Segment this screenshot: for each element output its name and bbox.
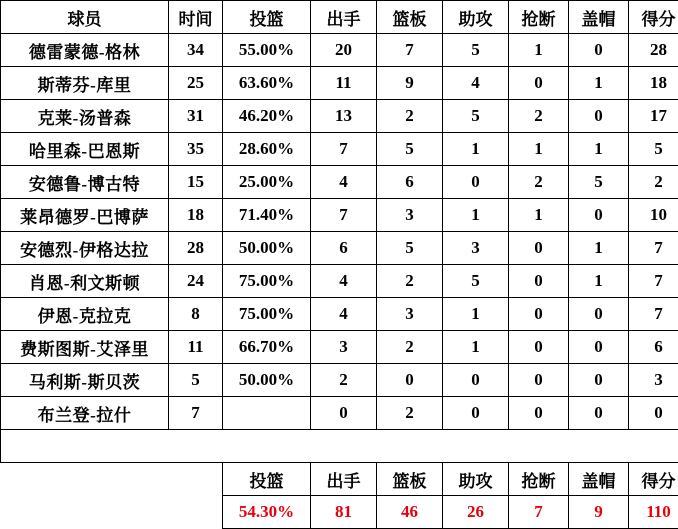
player-points: 6 xyxy=(629,331,678,364)
player-assists: 5 xyxy=(443,100,509,133)
column-header-blocks: 盖帽 xyxy=(569,1,629,34)
player-rebounds: 0 xyxy=(377,364,443,397)
player-assists: 3 xyxy=(443,232,509,265)
table-row xyxy=(1,265,678,298)
table-row xyxy=(1,364,678,397)
player-fg-percent: 75.00% xyxy=(223,265,311,298)
player-attempts: 20 xyxy=(311,34,377,67)
totals-value-rebounds: 46 xyxy=(377,496,443,529)
table-row xyxy=(1,199,678,232)
player-minutes: 5 xyxy=(169,364,223,397)
totals-header-steals: 抢断 xyxy=(509,463,569,496)
player-steals: 0 xyxy=(509,331,569,364)
player-fg-percent: 50.00% xyxy=(223,232,311,265)
player-fg-percent: 66.70% xyxy=(223,331,311,364)
player-name: 布兰登-拉什 xyxy=(1,397,169,430)
player-minutes: 34 xyxy=(169,34,223,67)
player-steals: 0 xyxy=(509,397,569,430)
player-rebounds: 9 xyxy=(377,67,443,100)
totals-header-points: 得分 xyxy=(629,463,678,496)
player-points: 7 xyxy=(629,265,678,298)
column-header-points: 得分 xyxy=(629,1,678,34)
player-name: 肖恩-利文斯顿 xyxy=(1,265,169,298)
player-minutes: 35 xyxy=(169,133,223,166)
player-name: 安德鲁-博古特 xyxy=(1,166,169,199)
column-header-minutes: 时间 xyxy=(169,1,223,34)
player-steals: 1 xyxy=(509,133,569,166)
player-steals: 0 xyxy=(509,232,569,265)
player-rebounds: 2 xyxy=(377,331,443,364)
player-minutes: 11 xyxy=(169,331,223,364)
player-points: 7 xyxy=(629,298,678,331)
table-header-row xyxy=(1,1,678,34)
totals-spacer-minutes xyxy=(169,463,223,496)
player-assists: 0 xyxy=(443,364,509,397)
player-blocks: 0 xyxy=(569,34,629,67)
player-steals: 1 xyxy=(509,34,569,67)
totals-values-row xyxy=(1,496,678,529)
player-minutes: 31 xyxy=(169,100,223,133)
player-fg-percent: 28.60% xyxy=(223,133,311,166)
table-row xyxy=(1,331,678,364)
player-points: 5 xyxy=(629,133,678,166)
player-rebounds: 2 xyxy=(377,265,443,298)
player-attempts: 7 xyxy=(311,199,377,232)
player-minutes: 18 xyxy=(169,199,223,232)
totals-value-attempts: 81 xyxy=(311,496,377,529)
column-header-fg-percent: 投篮 xyxy=(223,1,311,34)
table-row xyxy=(1,34,678,67)
player-attempts: 6 xyxy=(311,232,377,265)
player-blocks: 1 xyxy=(569,265,629,298)
player-minutes: 28 xyxy=(169,232,223,265)
player-name: 莱昂德罗-巴博萨 xyxy=(1,199,169,232)
player-steals: 2 xyxy=(509,166,569,199)
player-name: 德雷蒙德-格林 xyxy=(1,34,169,67)
player-name: 哈里森-巴恩斯 xyxy=(1,133,169,166)
player-points: 18 xyxy=(629,67,678,100)
player-rebounds: 6 xyxy=(377,166,443,199)
player-points: 2 xyxy=(629,166,678,199)
table-row xyxy=(1,166,678,199)
player-blocks: 0 xyxy=(569,331,629,364)
totals-value-spacer-player xyxy=(1,496,169,529)
player-attempts: 2 xyxy=(311,364,377,397)
player-points: 10 xyxy=(629,199,678,232)
player-rebounds: 7 xyxy=(377,34,443,67)
player-assists: 1 xyxy=(443,298,509,331)
column-header-steals: 抢断 xyxy=(509,1,569,34)
totals-header-fg-percent: 投篮 xyxy=(223,463,311,496)
player-rebounds: 2 xyxy=(377,397,443,430)
player-minutes: 8 xyxy=(169,298,223,331)
player-blocks: 0 xyxy=(569,397,629,430)
player-rebounds: 3 xyxy=(377,298,443,331)
player-fg-percent: 46.20% xyxy=(223,100,311,133)
player-steals: 2 xyxy=(509,100,569,133)
player-steals: 0 xyxy=(509,67,569,100)
player-assists: 1 xyxy=(443,199,509,232)
player-name: 克莱-汤普森 xyxy=(1,100,169,133)
player-minutes: 24 xyxy=(169,265,223,298)
player-attempts: 3 xyxy=(311,331,377,364)
player-blocks: 0 xyxy=(569,364,629,397)
totals-header-blocks: 盖帽 xyxy=(569,463,629,496)
column-header-rebounds: 篮板 xyxy=(377,1,443,34)
player-blocks: 1 xyxy=(569,133,629,166)
player-name: 费斯图斯-艾泽里 xyxy=(1,331,169,364)
player-blocks: 0 xyxy=(569,199,629,232)
player-fg-percent: 25.00% xyxy=(223,166,311,199)
player-attempts: 11 xyxy=(311,67,377,100)
totals-header-attempts: 出手 xyxy=(311,463,377,496)
totals-header-rebounds: 篮板 xyxy=(377,463,443,496)
player-fg-percent: 50.00% xyxy=(223,364,311,397)
player-minutes: 25 xyxy=(169,67,223,100)
player-attempts: 4 xyxy=(311,265,377,298)
table-row xyxy=(1,397,678,430)
table-row xyxy=(1,133,678,166)
player-blocks: 1 xyxy=(569,67,629,100)
player-steals: 0 xyxy=(509,364,569,397)
player-fg-percent: 71.40% xyxy=(223,199,311,232)
column-header-player: 球员 xyxy=(1,1,169,34)
player-points: 7 xyxy=(629,232,678,265)
player-minutes: 15 xyxy=(169,166,223,199)
player-fg-percent: 75.00% xyxy=(223,298,311,331)
player-points: 0 xyxy=(629,397,678,430)
player-steals: 0 xyxy=(509,265,569,298)
player-blocks: 5 xyxy=(569,166,629,199)
player-assists: 5 xyxy=(443,265,509,298)
totals-value-steals: 7 xyxy=(509,496,569,529)
player-attempts: 0 xyxy=(311,397,377,430)
player-assists: 1 xyxy=(443,133,509,166)
player-points: 28 xyxy=(629,34,678,67)
player-rebounds: 2 xyxy=(377,100,443,133)
player-minutes: 7 xyxy=(169,397,223,430)
player-blocks: 0 xyxy=(569,298,629,331)
table-row xyxy=(1,298,678,331)
column-header-attempts: 出手 xyxy=(311,1,377,34)
table-row xyxy=(1,232,678,265)
player-blocks: 0 xyxy=(569,100,629,133)
player-assists: 1 xyxy=(443,331,509,364)
totals-value-assists: 26 xyxy=(443,496,509,529)
totals-value-points: 110 xyxy=(629,496,678,529)
table-row xyxy=(1,67,678,100)
separator-cell xyxy=(1,430,678,463)
player-rebounds: 5 xyxy=(377,232,443,265)
player-blocks: 1 xyxy=(569,232,629,265)
player-points: 3 xyxy=(629,364,678,397)
totals-header-assists: 助攻 xyxy=(443,463,509,496)
player-points: 17 xyxy=(629,100,678,133)
player-fg-percent: 63.60% xyxy=(223,67,311,100)
player-rebounds: 5 xyxy=(377,133,443,166)
totals-value-blocks: 9 xyxy=(569,496,629,529)
player-assists: 0 xyxy=(443,166,509,199)
player-fg-percent: 55.00% xyxy=(223,34,311,67)
player-rebounds: 3 xyxy=(377,199,443,232)
player-name: 伊恩-克拉克 xyxy=(1,298,169,331)
table-row xyxy=(1,100,678,133)
player-name: 安德烈-伊格达拉 xyxy=(1,232,169,265)
player-assists: 0 xyxy=(443,397,509,430)
player-attempts: 7 xyxy=(311,133,377,166)
player-attempts: 4 xyxy=(311,298,377,331)
player-attempts: 13 xyxy=(311,100,377,133)
player-steals: 1 xyxy=(509,199,569,232)
totals-header-row xyxy=(1,463,678,496)
player-assists: 4 xyxy=(443,67,509,100)
totals-value-spacer-minutes xyxy=(169,496,223,529)
player-fg-percent xyxy=(223,397,311,430)
column-header-assists: 助攻 xyxy=(443,1,509,34)
totals-spacer-player xyxy=(1,463,169,496)
totals-value-fg-percent: 54.30% xyxy=(223,496,311,529)
player-name: 马利斯-斯贝茨 xyxy=(1,364,169,397)
player-name: 斯蒂芬-库里 xyxy=(1,67,169,100)
separator-row xyxy=(1,430,678,463)
player-assists: 5 xyxy=(443,34,509,67)
player-steals: 0 xyxy=(509,298,569,331)
player-attempts: 4 xyxy=(311,166,377,199)
